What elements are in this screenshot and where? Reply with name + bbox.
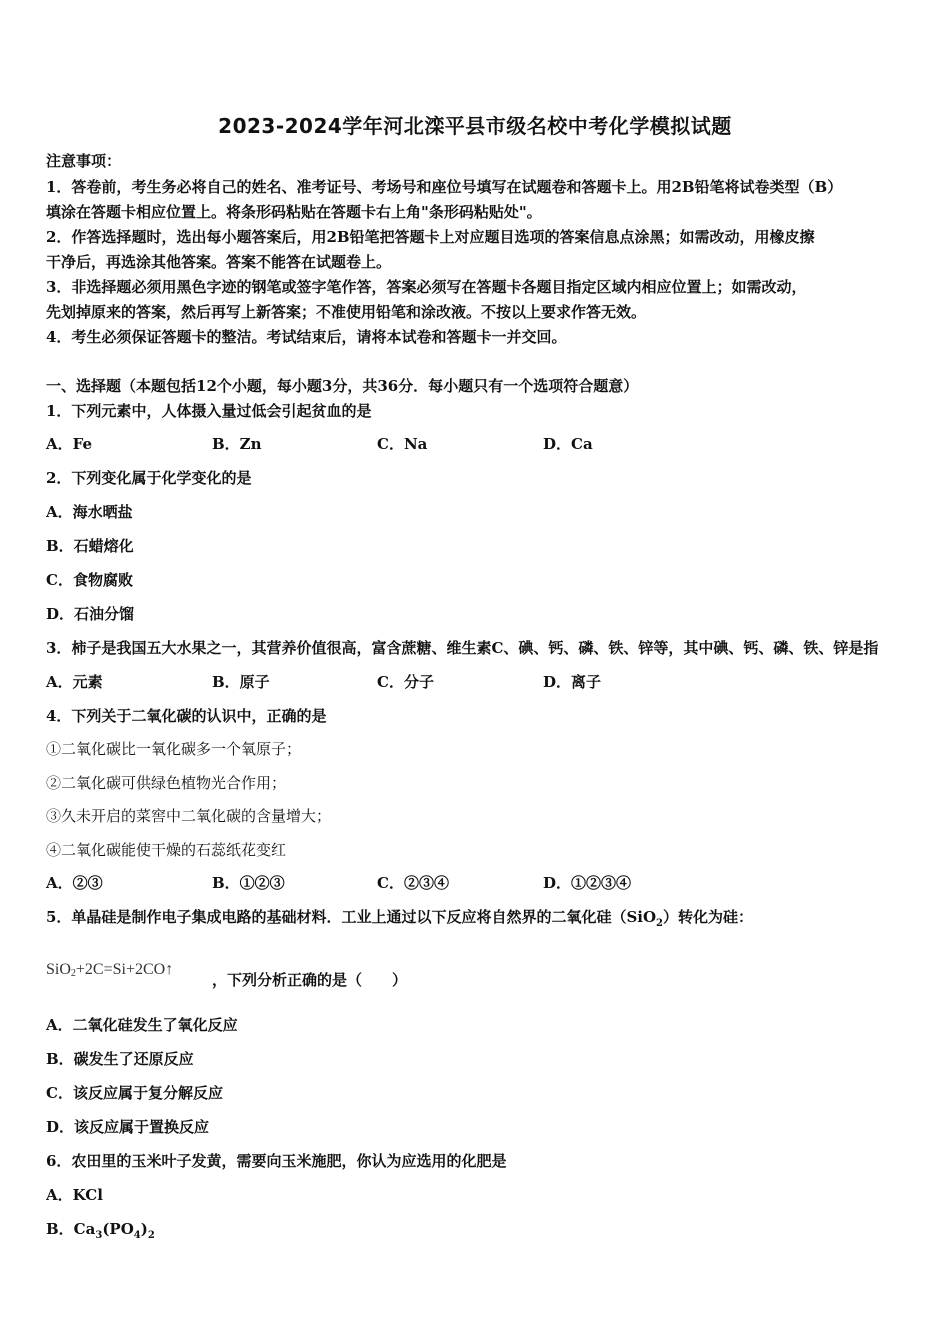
eq-subscript: 2 xyxy=(70,968,76,979)
question-stem: 4．下列关于二氧化碳的认识中，正确的是 xyxy=(46,707,327,725)
formula-part: (PO xyxy=(102,1220,134,1238)
option-a: A．②③ xyxy=(46,874,103,892)
option-c: C．Na xyxy=(377,435,428,453)
question-stem xyxy=(46,907,916,934)
option-row xyxy=(46,434,916,454)
option-b xyxy=(46,1219,916,1246)
option-a: A．元素 xyxy=(46,673,103,691)
notice-line: 2．作答选择题时，选出每小题答案后，用2B铅笔把答题卡上对应题目选项的答案信息点涂黑；如需改动，用橡皮擦 xyxy=(46,228,815,246)
eq-part: +2C=Si+2CO↑ xyxy=(75,961,174,978)
option-a: A．海水晒盐 xyxy=(46,503,133,521)
option-row xyxy=(46,672,916,692)
statement: ③久未开启的菜窖中二氧化碳的含量增大； xyxy=(46,807,332,825)
notice-heading: 注意事项： xyxy=(46,152,122,170)
option-b: B．石蜡熔化 xyxy=(46,537,134,555)
option-b: B．Zn xyxy=(212,435,262,453)
stem-text: ）转化为硅： xyxy=(663,908,754,926)
statement: ④二氧化碳能使干燥的石蕊纸花变红 xyxy=(46,841,287,859)
formula-part: ) xyxy=(140,1220,148,1238)
option-d: D．Ca xyxy=(543,435,593,453)
formula-part: B．Ca xyxy=(46,1220,96,1238)
option-d: D．该反应属于置换反应 xyxy=(46,1118,210,1136)
question-stem: 1．下列元素中，人体摄入量过低会引起贫血的是 xyxy=(46,402,372,420)
statement: ①二氧化碳比一氧化碳多一个氧原子； xyxy=(46,740,302,758)
subscript: 4 xyxy=(133,1230,141,1241)
option-a: A．Fe xyxy=(46,435,93,453)
subscript: 2 xyxy=(656,918,664,929)
option-a: A．二氧化硅发生了氧化反应 xyxy=(46,1016,238,1034)
option-c: C．分子 xyxy=(377,673,434,691)
subscript: 2 xyxy=(147,1230,155,1241)
question-stem: 2．下列变化属于化学变化的是 xyxy=(46,469,252,487)
option-b: B．碳发生了还原反应 xyxy=(46,1050,194,1068)
option-b: B．①②③ xyxy=(212,874,285,892)
stem-text: 5．单晶硅是制作电子集成电路的基础材料．工业上通过以下反应将自然界的二氧化硅（SiO xyxy=(46,908,657,926)
option-a: A．KCl xyxy=(46,1186,103,1204)
page-title: 2023-2024学年河北滦平县市级名校中考化学模拟试题 xyxy=(218,114,732,138)
notice-line: 先划掉原来的答案，然后再写上新答案；不准使用铅笔和涂改液。不按以上要求作答无效。 xyxy=(46,303,647,321)
chemical-equation xyxy=(46,960,173,984)
question-tail: ，下列分析正确的是（ ） xyxy=(212,971,408,989)
option-d: D．离子 xyxy=(543,673,602,691)
statement: ②二氧化碳可供绿色植物光合作用； xyxy=(46,774,287,792)
option-row xyxy=(46,873,916,893)
option-d: D．①②③④ xyxy=(543,874,632,892)
option-c: C．②③④ xyxy=(377,874,449,892)
option-c: C．食物腐败 xyxy=(46,571,133,589)
option-b: B．原子 xyxy=(212,673,270,691)
eq-part: SiO xyxy=(46,961,71,978)
notice-line: 3．非选择题必须用黑色字迹的钢笔或签字笔作答，答案必须写在答题卡各题目指定区域内相应位置上；如需改动， xyxy=(46,278,807,296)
notice-line: 4．考生必须保证答题卡的整洁。考试结束后，请将本试卷和答题卡一并交回。 xyxy=(46,328,567,346)
section-heading: 一、选择题（本题包括12个小题，每小题3分，共36分．每小题只有一个选项符合题意） xyxy=(46,377,639,395)
option-c: C．该反应属于复分解反应 xyxy=(46,1084,223,1102)
notice-line: 填涂在答题卡相应位置上。将条形码粘贴在答题卡右上角"条形码粘贴处"。 xyxy=(46,203,542,221)
option-d: D．石油分馏 xyxy=(46,605,135,623)
question-stem: 6．农田里的玉米叶子发黄，需要向玉米施肥，你认为应选用的化肥是 xyxy=(46,1152,507,1170)
notice-line: 1．答卷前，考生务必将自己的姓名、准考证号、考场号和座位号填写在试题卷和答题卡上。用2B铅笔将试卷类型（B） xyxy=(46,178,843,196)
notice-line: 干净后，再选涂其他答案。答案不能答在试题卷上。 xyxy=(46,253,392,271)
subscript: 3 xyxy=(95,1230,103,1241)
question-stem: 3．柿子是我国五大水果之一，其营养价值很高，富含蔗糖、维生素C、碘、钙、磷、铁、锌等，其中碘、钙、磷、铁、锌是指 xyxy=(46,639,879,657)
